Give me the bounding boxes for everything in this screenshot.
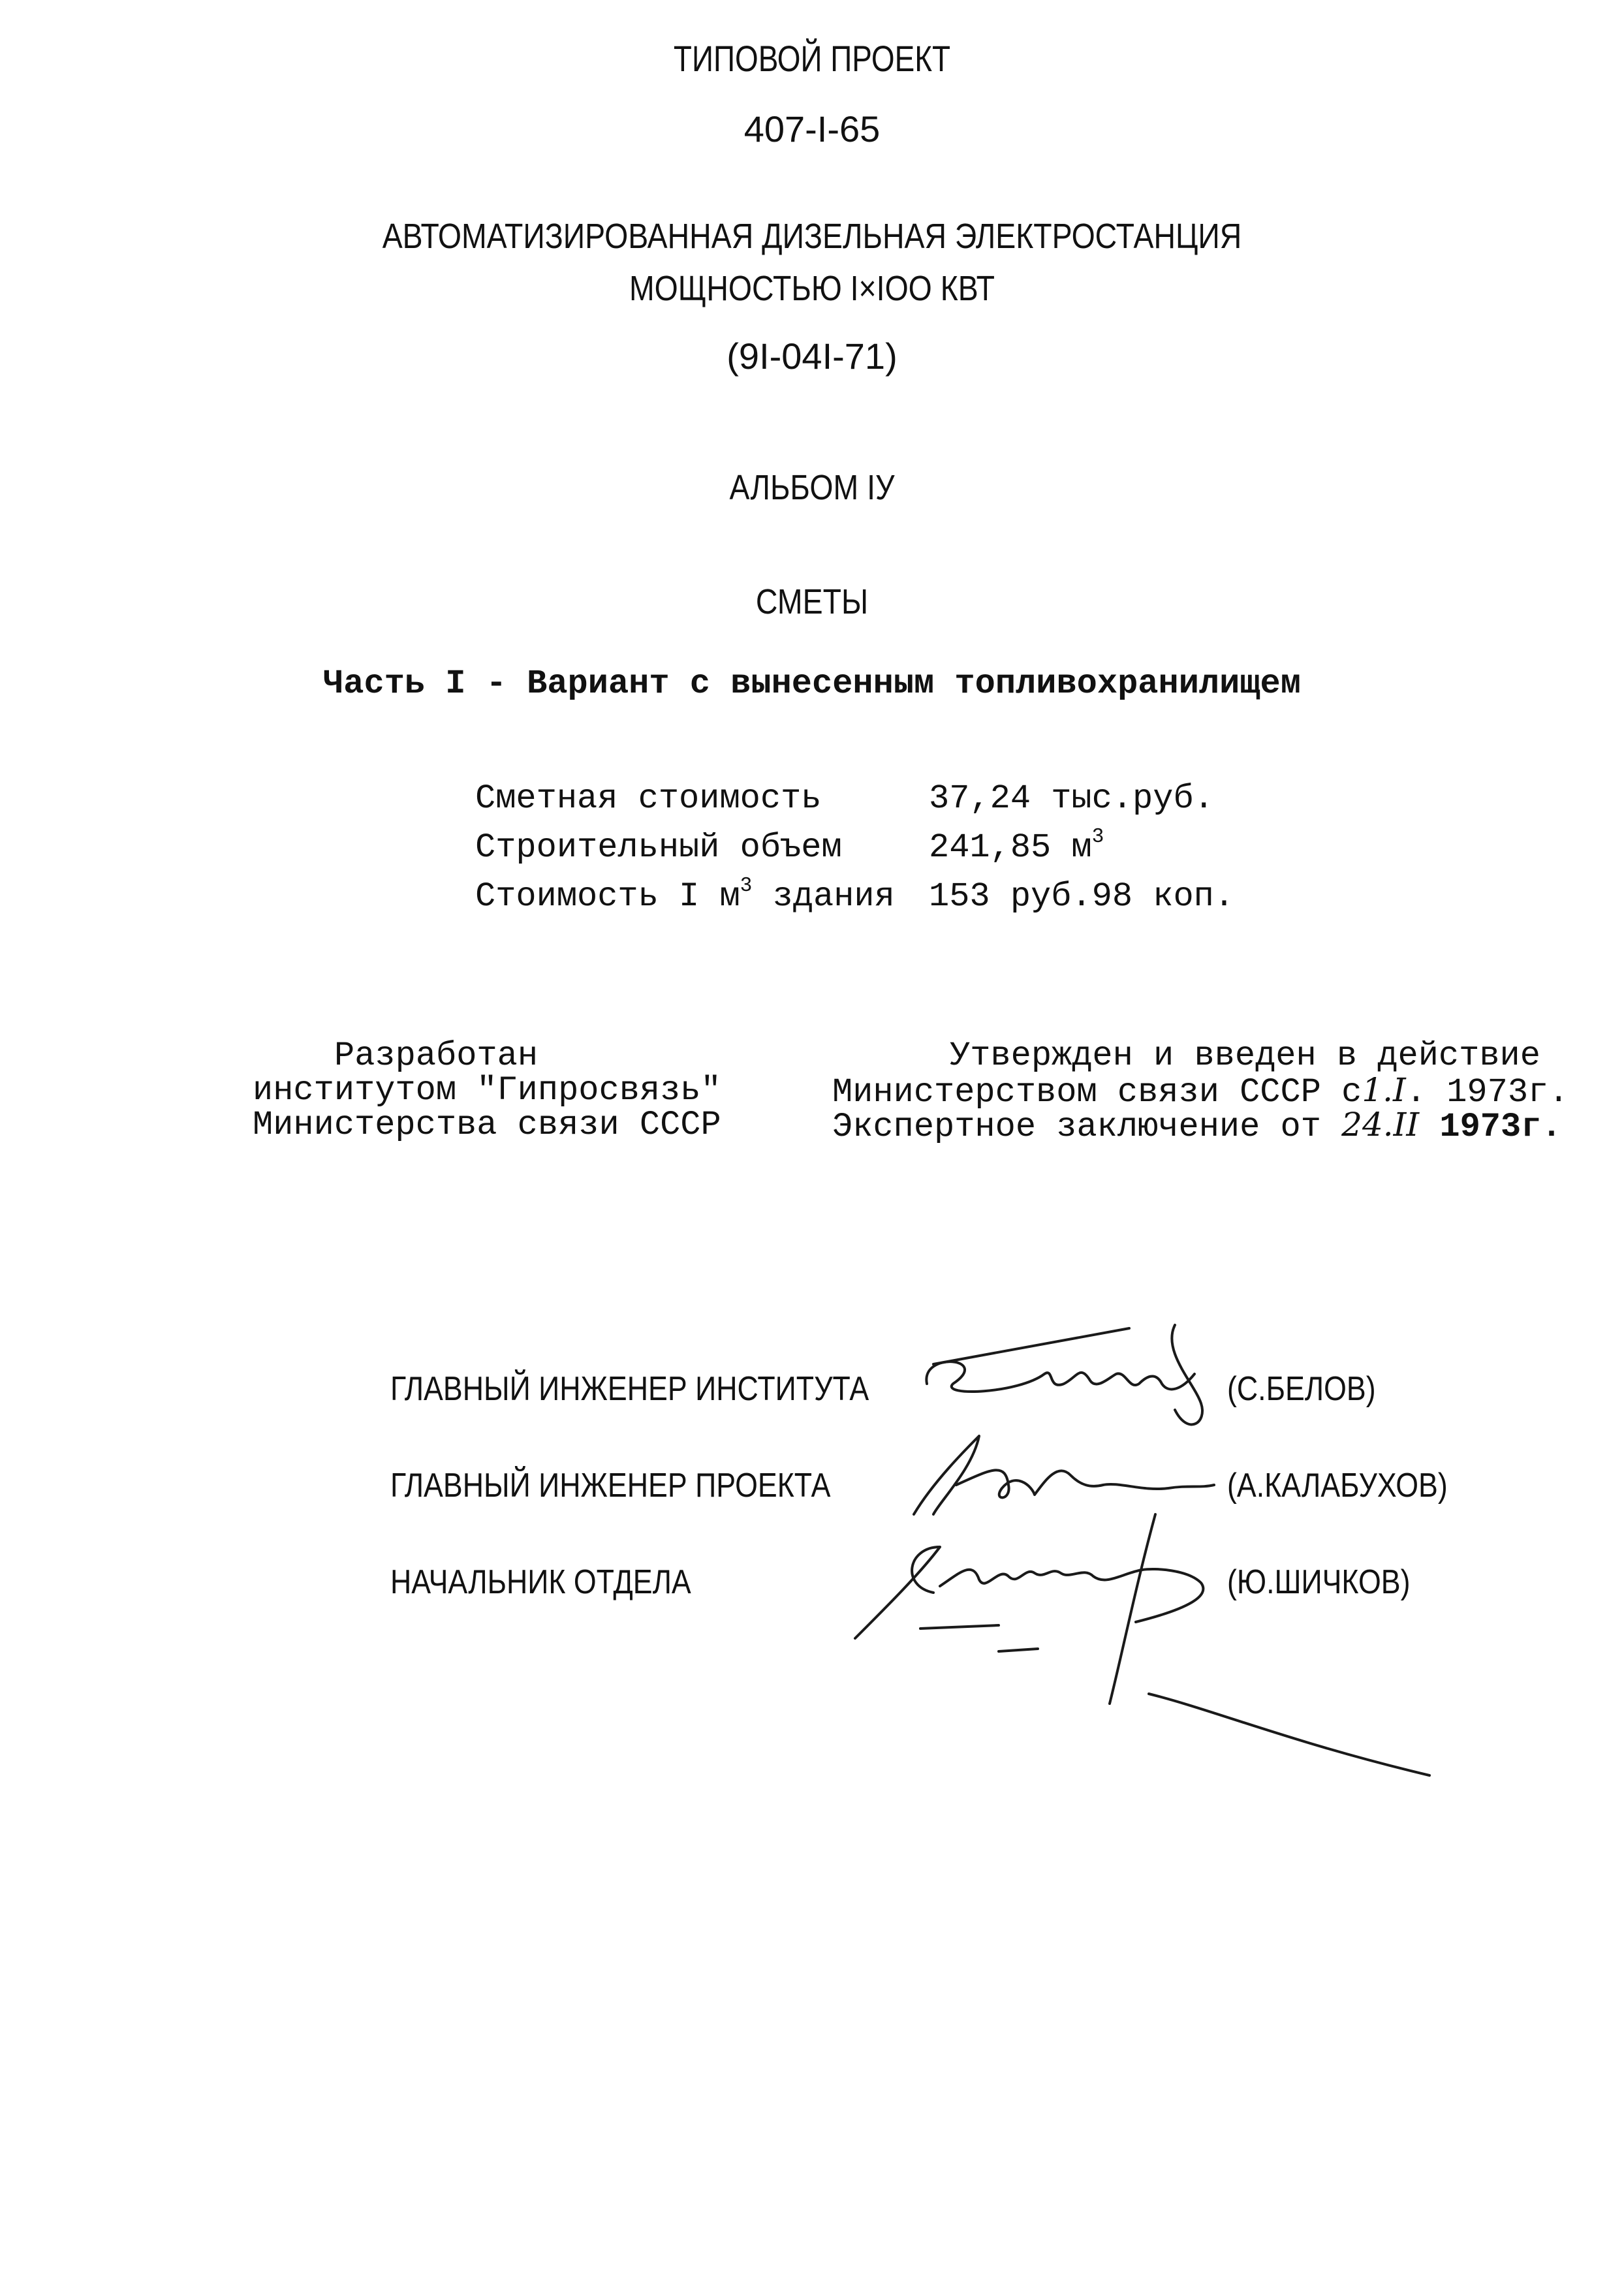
cost-value-unit: 153 руб.98 коп. [929,877,1235,916]
document-title: АВТОМАТИЗИРОВАННАЯ ДИЗЕЛЬНАЯ ЭЛЕКТРОСТАНЦИЯ [382,217,1242,256]
cost-value-volume: 241,85 $м^3$ [929,826,1104,867]
signature-role-department-head: НАЧАЛЬНИК ОТДЕЛА [390,1563,691,1601]
cost-label-unit: Стоимость I $м^3$ здания [475,875,895,916]
developer-line1: Разработан [334,1037,539,1075]
cost-label-estimate: Сметная стоимость [475,779,822,818]
developer-line3: Министерства связи СССР [253,1106,721,1144]
section-title: СМЕТЫ [755,582,869,621]
document-subtitle: МОЩНОСТЬЮ I×IOO КВТ [629,269,995,308]
signature-name-belov: (С.БЕЛОВ) [1227,1370,1376,1408]
cost-value-estimate: 37,24 тыс.руб. [929,779,1214,818]
approval-line1: Утвержден и введен в действие [950,1037,1540,1075]
cost-label-volume: Строительный объем [475,828,842,867]
approval-line2: Министерством связи СССР с1.I. 1973г. [832,1071,1569,1112]
signature-name-kalabukhov: (А.КАЛАБУХОВ) [1227,1467,1448,1505]
part-title: Часть I - Вариант с вынесенным топливохранилищем [323,664,1301,703]
handwritten-signature-shichkov [849,1495,1449,1808]
signature-role-chief-engineer-project: ГЛАВНЫЙ ИНЖЕНЕР ПРОЕКТА [390,1467,831,1505]
signature-role-chief-engineer-institute: ГЛАВНЫЙ ИНЖЕНЕР ИНСТИТУТА [390,1370,869,1408]
developer-line2: институтом "Гипросвязь" [253,1071,721,1110]
project-number: 407-I-65 [743,108,881,149]
project-code: (9I-04I-71) [726,335,898,377]
album-number: АЛЬБОМ IУ [729,468,895,507]
approval-date-handwritten: 1.I [1362,1071,1406,1109]
approval-line3: Экспертное заключение от 24.II 1973г. [832,1106,1562,1146]
project-series: ТИПОВОЙ ПРОЕКТ [673,38,951,79]
expert-date-handwritten: 24.II [1341,1106,1420,1144]
signature-name-shichkov: (Ю.ШИЧКОВ) [1227,1563,1411,1601]
